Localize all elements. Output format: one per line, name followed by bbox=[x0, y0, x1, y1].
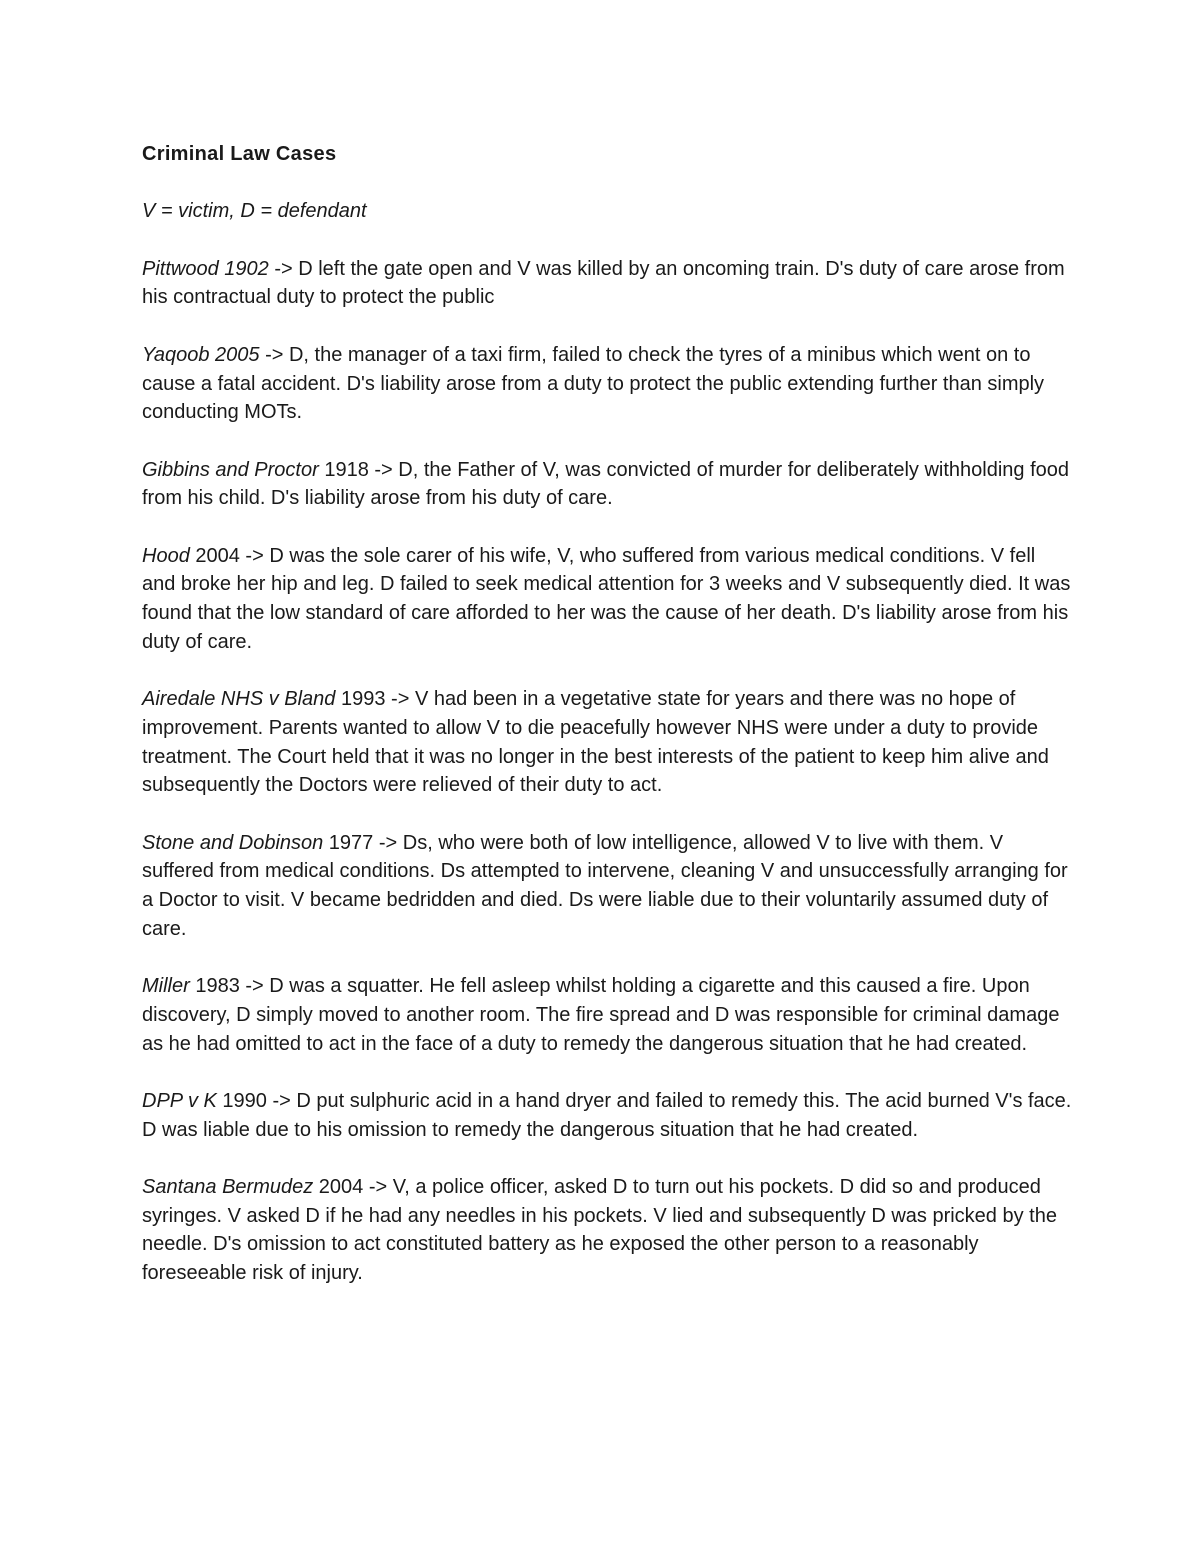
case-summary: D left the gate open and V was killed by an oncoming train. D's duty of care arose from his contractual duty to protect the public bbox=[142, 257, 1065, 309]
case-entry bbox=[142, 829, 1072, 944]
case-name: Pittwood 1902 bbox=[142, 257, 269, 280]
case-year: 1918 bbox=[318, 458, 369, 481]
case-name: Miller bbox=[142, 975, 190, 998]
case-summary: D put sulphuric acid in a hand dryer and failed to remedy this. The acid burned V's face. D was liable due to his omission to remedy the dangerous situation that he had created. bbox=[142, 1089, 1072, 1141]
case-entry bbox=[142, 685, 1072, 800]
arrow-separator: -> bbox=[385, 688, 415, 711]
case-summary: D was the sole carer of his wife, V, who suffered from various medical conditions. V fell and broke her hip and leg. D failed to seek medical attention for 3 weeks and V subsequently died. It was found that the low standard of care afforded to her was the cause of her death. D's liability arose from his duty of care. bbox=[142, 544, 1071, 653]
arrow-separator: -> bbox=[239, 544, 270, 567]
case-entry bbox=[142, 456, 1072, 513]
case-year: 1993 bbox=[335, 688, 386, 711]
case-list bbox=[142, 255, 1072, 1288]
arrow-separator: -> bbox=[268, 257, 299, 280]
case-entry bbox=[142, 1173, 1072, 1288]
case-summary: D was a squatter. He fell asleep whilst holding a cigarette and this caused a fire. Upon discovery, D simply moved to another room. The fire spread and D was responsible for criminal damage as he had omitted to act in the face of a duty to remedy the dangerous situation that he had created. bbox=[142, 975, 1060, 1055]
case-year: 2004 bbox=[313, 1176, 364, 1199]
case-year: 1977 bbox=[323, 831, 374, 854]
case-entry bbox=[142, 972, 1072, 1058]
arrow-separator: -> bbox=[266, 1089, 297, 1112]
document-title: Criminal Law Cases bbox=[142, 143, 337, 165]
case-summary: V, a police officer, asked D to turn out his pockets. D did so and produced syringes. V asked D if he had any needles in his pockets. V lied and subsequently D was pricked by the needle. D's omission to act constituted battery as he exposed the other person to a reasonably foreseeable risk of injury. bbox=[142, 1176, 1057, 1285]
case-year: 1990 bbox=[216, 1089, 267, 1112]
case-name: Stone and Dobinson bbox=[142, 831, 324, 854]
case-summary: D, the manager of a taxi firm, failed to check the tyres of a minibus which went on to cause a fatal accident. D's liability arose from a duty to protect the public extending further than simply conducting MOTs. bbox=[142, 343, 1045, 424]
document-page bbox=[142, 140, 1072, 1317]
case-summary: V had been in a vegetative state for years and there was no hope of improvement. Parents wanted to allow V to die peacefully however NHS were under a duty to provide treatment. The Court held that it was no longer in the best interests of the patient to keep him alive and subsequently the Doctors were relieved of their duty to act. bbox=[142, 688, 1049, 797]
case-name: DPP v K bbox=[142, 1089, 217, 1112]
case-year: 2004 bbox=[189, 544, 240, 567]
case-name: Hood bbox=[142, 544, 190, 567]
arrow-separator: -> bbox=[239, 975, 270, 998]
case-summary: Ds, who were both of low intelligence, allowed V to live with them. V suffered from medical conditions. Ds attempted to intervene, cleaning V and unsuccessfully arranging for a Doctor to visit. V became bedridden and died. Ds were liable due to their voluntarily assumed duty of care. bbox=[142, 831, 1068, 940]
case-entry bbox=[142, 341, 1072, 427]
case-year: 1983 bbox=[189, 975, 240, 998]
arrow-separator: -> bbox=[373, 831, 403, 854]
case-name: Santana Bermudez bbox=[142, 1176, 314, 1199]
case-name: Yaqoob 2005 bbox=[142, 343, 260, 366]
arrow-separator: -> bbox=[368, 458, 399, 481]
abbreviation-legend: V = victim, D = defendant bbox=[142, 200, 367, 222]
case-entry bbox=[142, 255, 1072, 312]
case-summary: D, the Father of V, was convicted of murder for deliberately withholding food from his child. D's liability arose from his duty of care. bbox=[142, 458, 1070, 510]
case-name: Gibbins and Proctor bbox=[142, 458, 319, 481]
case-entry bbox=[142, 542, 1072, 657]
case-entry bbox=[142, 1087, 1072, 1144]
arrow-separator: -> bbox=[259, 343, 289, 366]
case-name: Airedale NHS v Bland bbox=[142, 688, 336, 711]
arrow-separator: -> bbox=[363, 1176, 393, 1199]
